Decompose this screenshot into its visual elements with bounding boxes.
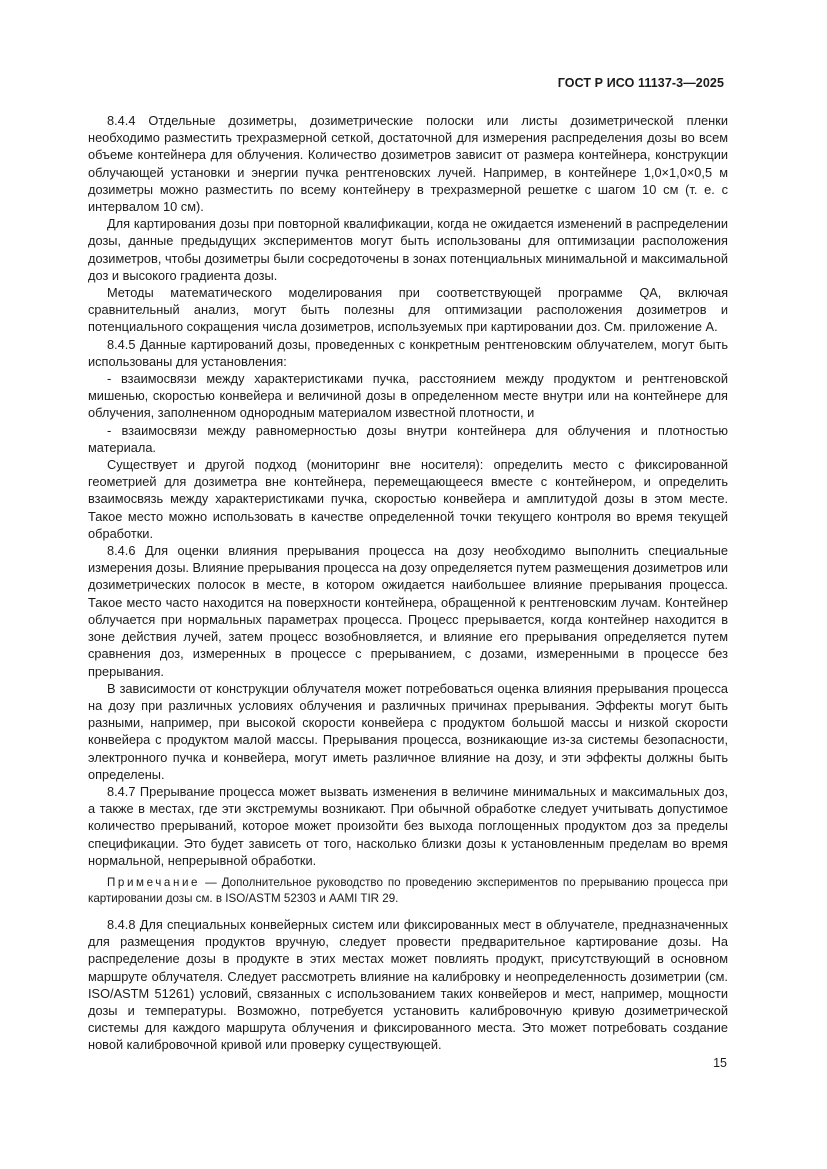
note-label: Примечание <box>107 875 201 889</box>
note-text: — Дополнительное руководство по проведению экспериментов по прерыванию процесса при картировании дозы см. в ISO/ASTM 52303 и AAMI TIR 29. <box>88 875 728 906</box>
paragraph: Для картирования дозы при повторной квалификации, когда не ожидается изменений в распределении дозы, данные предыдущих экспериментов могут быть использованы для оптимизации расположения дозиметров, чтобы дозиметры были сосредоточены в зонах потенциальных минимальной и максимальной доз и высокого градиента дозы. <box>88 216 728 283</box>
list-item: - взаимосвязи между равномерностью дозы внутри контейнера для облучения и плотностью материала. <box>88 422 728 455</box>
document-header: ГОСТ Р ИСО 11137-3—2025 <box>557 76 724 90</box>
note <box>88 875 728 908</box>
paragraph: 8.4.6 Для оценки влияния прерывания процесса на дозу необходимо выполнить специальные измерения дозы. Влияние прерывания процесса на дозу определяется путем размещения дозиметров или дозиметрических полосок в месте, в котором ожидается наибольшее влияние прерывания процесса. Такое место часто находится на поверхности контейнера, обращенной к рентгеновским лучам. Контейнер облучается при нормальных параметрах процесса. Процесс прерывается, когда контейнер находится в зоне действия лучей, затем процесс возобновляется, и влияние его прерывания определяется путем сравнения доз, измеренных в процессе с прерыванием, с дозами, измеренными в процессе без прерывания. <box>88 543 728 679</box>
list-item: - взаимосвязи между характеристиками пучка, расстоянием между продуктом и рентгеновской мишенью, скоростью конвейера и величиной дозы в определенном месте внутри или на контейнере для облучения, заполненном однородным материалом известной плотности, и <box>88 371 728 421</box>
paragraph: Существует и другой подход (мониторинг вне носителя): определить место с фиксированной геометрией для дозиметра вне контейнера, перемещающееся вместе с контейнером, и определить взаимосвязь между характеристиками пучка, скоростью конвейера и амплитудой дозы в этом месте. Такое место можно использовать в качестве определенной точки текущего контроля во время текущей обработки. <box>88 457 728 541</box>
paragraph: 8.4.7 Прерывание процесса может вызвать изменения в величине минимальных и максимальных доз, а также в местах, где эти экстремумы возникают. При обычной обработке следует учитывать допустимое количество прерываний, которое может произойти без выхода поглощенных продуктом доз за пределы спецификации. Это будет зависеть от того, насколько близки дозы к установленным пределам во время нормальной, непрерывной обработки. <box>88 783 728 868</box>
document-body <box>88 112 728 1054</box>
paragraph: Методы математического моделирования при соответствующей программе QA, включая сравнительный анализ, могут быть полезны для оптимизации расположения дозиметров и потенциального сокращения числа дозиметров, используемых при картировании доз. См. приложение А. <box>88 285 728 335</box>
paragraph: В зависимости от конструкции облучателя может потребоваться оценка влияния прерывания процесса на дозу при различных условиях облучения и различных причинах прерывания. Эффекты могут быть разными, например, при высокой скорости конвейера с продуктом большой массы и низкой скорости конвейера с продуктом малой массы. Прерывания процесса, возникающие из-за системы безопасности, электронного пучка и конвейера, могут иметь различное влияние на дозу, и эти эффекты должны быть определены. <box>88 680 728 782</box>
paragraph: 8.4.8 Для специальных конвейерных систем или фиксированных мест в облучателе, предназначенных для размещения продуктов вручную, следует провести предварительное картирование дозы. На распределение дозы в продукте в этих местах может повлиять продукт, присутствующий в основном маршруте облучателя. Следует рассмотреть влияние на калибровку и неопределенность дозиметрии (см. ISO/ASTM 51261) условий, связанных с использованием таких конвейеров и мест, например, мощности дозы и температуры. Возможно, потребуется установить калибровочную кривую дозиметрической системы для каждого маршрута облучения и фиксированного места. Это может потребовать создание новой калибровочной кривой или проверку существующей. <box>88 916 728 1053</box>
page-number: 15 <box>713 1056 727 1070</box>
paragraph: 8.4.5 Данные картирований дозы, проведенных с конкретным рентгеновским облучателем, могут быть использованы для установления: <box>88 336 728 369</box>
paragraph: 8.4.4 Отдельные дозиметры, дозиметрические полоски или листы дозиметрической пленки необходимо разместить трехразмерной сеткой, достаточной для измерения распределения дозы во всем объеме контейнера для облучения. Количество дозиметров зависит от размера контейнера, конструкции облучающей установки и энергии пучка рентгеновских лучей. Например, в контейнере 1,0×1,0×0,5 м дозиметры можно разместить по всему контейнеру в трехразмерной решетке с шагом 10 см (т. е. с интервалом 10 см). <box>88 113 728 215</box>
